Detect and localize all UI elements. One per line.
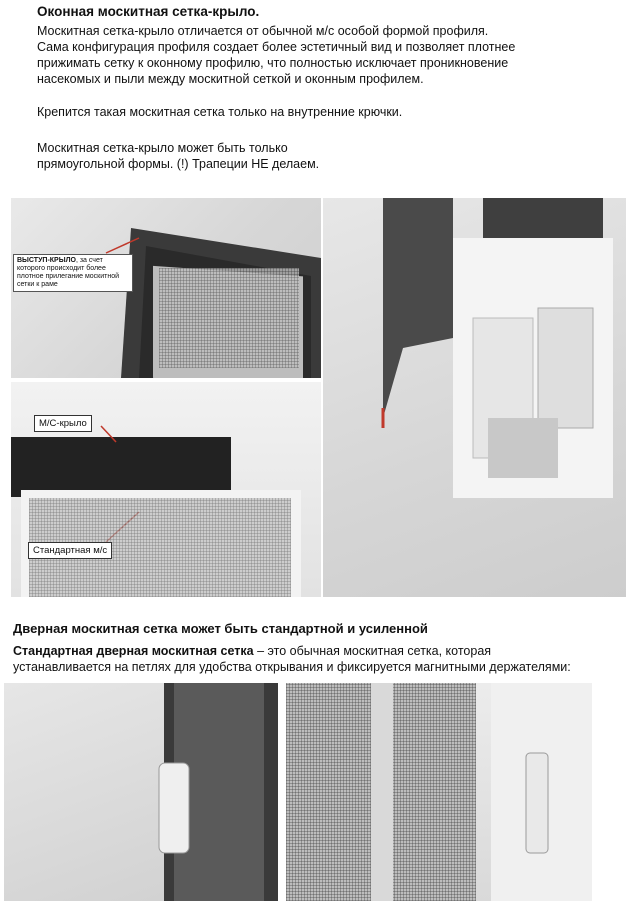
mount-note: Крепится такая москитная сетка только на внутренние крючки. [37,105,403,119]
photo-door-mesh-closeup [286,683,592,901]
wing-protrusion-callout [13,254,133,292]
description-line: Москитная сетка-крыло отличается от обычной м/с особой формой профиля. [37,24,489,38]
callout-text: , за счет которого происходит более плотное прилегание москитной сетки к раме [17,257,120,288]
shape-note-line: Москитная сетка-крыло может быть только [37,141,288,155]
photo-profile-cross-section [323,198,626,597]
door-lead-bold: Стандартная дверная москитная сетка [13,644,254,658]
description-paragraph [37,23,597,87]
wing-mesh-label: М/С-крыло [34,415,92,432]
photo-door-mesh-hinge [4,683,278,901]
door-line-2: устанавливается на петлях для удобства открывания и фиксируется магнитными держателями: [13,660,571,674]
description-line: Сама конфигурация профиля создает более эстетичный вид и позволяет плотнее [37,40,516,54]
photo-wing-profile [11,198,321,378]
door-description [13,643,613,675]
shape-note-line: прямоугольной формы. (!) Трапеции НЕ делаем. [37,157,320,171]
description-line: насекомых и пыли между москитной сеткой и оконным профилем. [37,72,424,86]
photo-wing-vs-standard [11,382,321,597]
callout-bold: ВЫСТУП-КРЫЛО [17,257,76,264]
section-title-door-mesh: Дверная москитная сетка может быть стандартной и усиленной [13,621,428,636]
description-line: прижимать сетку к оконному профилю, что полностью исключает проникновение [37,56,509,70]
standard-mesh-label: Стандартная м/с [28,542,112,559]
section-title-window-mesh: Оконная москитная сетка-крыло. [37,4,260,19]
door-lead-rest: – это обычная москитная сетка, которая [253,644,492,658]
shape-note [37,140,597,172]
